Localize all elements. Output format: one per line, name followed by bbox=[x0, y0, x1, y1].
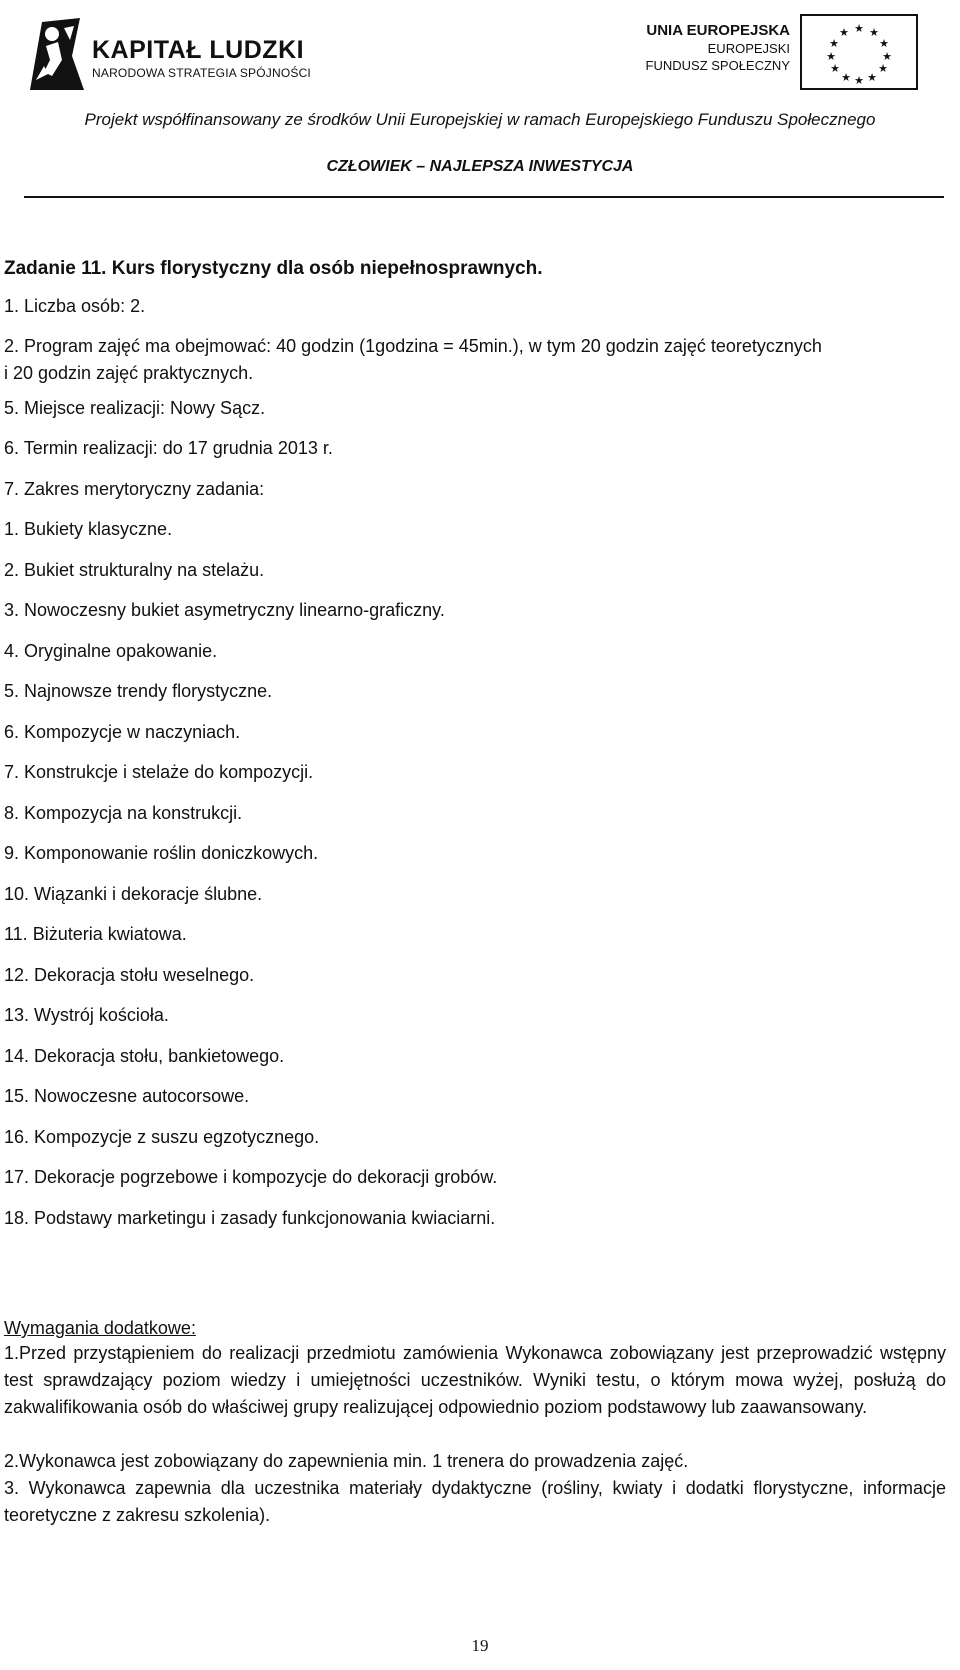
scope-item: 13. Wystrój kościoła. bbox=[4, 1005, 169, 1025]
eu-fund-name bbox=[600, 22, 790, 74]
task-item: 6. Termin realizacji: do 17 grudnia 2013 r. bbox=[4, 438, 333, 458]
task-item: i 20 godzin zajęć praktycznych. bbox=[4, 363, 254, 383]
task-title: Zadanie 11. Kurs florystyczny dla osób niepełnosprawnych. bbox=[4, 258, 543, 279]
motto: CZŁOWIEK – NAJLEPSZA INWESTYCJA bbox=[326, 158, 634, 175]
svg-text:★: ★ bbox=[829, 37, 839, 50]
scope-item: 5. Najnowsze trendy florystyczne. bbox=[4, 681, 273, 701]
scope-item: 15. Nowoczesne autocorsowe. bbox=[4, 1086, 250, 1106]
scope-item: 17. Dekoracje pogrzebowe i kompozycje do dekoracji grobów. bbox=[4, 1167, 498, 1187]
svg-text:★: ★ bbox=[882, 50, 892, 63]
scope-item: 10. Wiązanki i dekoracje ślubne. bbox=[4, 884, 263, 904]
scope-item: 7. Konstrukcje i stelaże do kompozycji. bbox=[4, 762, 314, 782]
svg-text:★: ★ bbox=[878, 62, 888, 75]
eu-line-1: UNIA EUROPEJSKA bbox=[646, 22, 790, 39]
svg-text:★: ★ bbox=[839, 26, 849, 39]
svg-text:★: ★ bbox=[826, 50, 836, 63]
svg-text:★: ★ bbox=[830, 62, 840, 75]
svg-text:★: ★ bbox=[879, 37, 889, 50]
scope-item: 18. Podstawy marketingu i zasady funkcjonowania kwiaciarni. bbox=[4, 1208, 496, 1228]
scope-item: 2. Bukiet strukturalny na stelażu. bbox=[4, 560, 265, 580]
scope-item: 4. Oryginalne opakowanie. bbox=[4, 641, 218, 661]
task-item: 2. Program zajęć ma obejmować: 40 godzin (1godzina = 45min.), w tym 20 godzin zajęć teoretycznych bbox=[4, 336, 822, 356]
scope-item: 12. Dekoracja stołu weselnego. bbox=[4, 965, 255, 985]
svg-text:★: ★ bbox=[854, 74, 864, 87]
additional-requirements-heading: Wymagania dodatkowe: bbox=[4, 1318, 196, 1338]
document-header bbox=[0, 0, 960, 200]
svg-text:★: ★ bbox=[854, 22, 864, 35]
scope-item: 11. Biżuteria kwiatowa. bbox=[4, 924, 187, 944]
task-item: 7. Zakres merytoryczny zadania: bbox=[4, 479, 265, 499]
svg-text:★: ★ bbox=[869, 26, 879, 39]
requirement-1: 1.Przed przystąpieniem do realizacji przedmiotu zamówienia Wykonawca zobowiązany jest przeprowadzić wstępny test sprawdzający poziom wiedzy i umiejętności uczestników. Wyniki testu, o którym mowa wyżej, posłużą do zakwalifikowania osób do właściwej grupy realizującej odpowiednio poziom podstawowy lub zaawansowany. bbox=[4, 1343, 946, 1417]
scope-item: 3. Nowoczesny bukiet asymetryczny linearno-graficzny. bbox=[4, 600, 445, 620]
page-number: 19 bbox=[471, 1636, 489, 1655]
scope-item: 8. Kompozycja na konstrukcji. bbox=[4, 803, 243, 823]
kapital-ludzki-subtitle: NARODOWA STRATEGIA SPÓJNOŚCI bbox=[92, 66, 311, 80]
scope-item: 14. Dekoracja stołu, bankietowego. bbox=[4, 1046, 285, 1066]
eu-line-3: FUNDUSZ SPOŁECZNY bbox=[645, 58, 790, 73]
project-cofinancing-line: Projekt współfinansowany ze środków Unii Europejskiej w ramach Europejskiego Funduszu Społecznego bbox=[84, 110, 876, 129]
task-item: 5. Miejsce realizacji: Nowy Sącz. bbox=[4, 398, 266, 418]
task-item: 1. Liczba osób: 2. bbox=[4, 296, 146, 316]
eu-line-2: EUROPEJSKI bbox=[707, 41, 790, 56]
scope-item: 6. Kompozycje w naczyniach. bbox=[4, 722, 241, 742]
svg-text:★: ★ bbox=[867, 71, 877, 84]
svg-text:★: ★ bbox=[841, 71, 851, 84]
eu-flag-icon bbox=[800, 14, 918, 90]
scope-item: 16. Kompozycje z suszu egzotycznego. bbox=[4, 1127, 320, 1147]
header-divider bbox=[24, 196, 944, 198]
scope-item: 1. Bukiety klasyczne. bbox=[4, 519, 173, 539]
kapital-ludzki-title: KAPITAŁ LUDZKI bbox=[92, 36, 305, 64]
requirement-2: 2.Wykonawca jest zobowiązany do zapewnienia min. 1 trenera do prowadzenia zajęć. bbox=[4, 1451, 689, 1471]
scope-item: 9. Komponowanie roślin doniczkowych. bbox=[4, 843, 319, 863]
requirement-3: 3. Wykonawca zapewnia dla uczestnika materiały dydaktyczne (rośliny, kwiaty i dodatki florystyczne, informacje teoretyczne z zakresu szkolenia). bbox=[4, 1478, 946, 1525]
